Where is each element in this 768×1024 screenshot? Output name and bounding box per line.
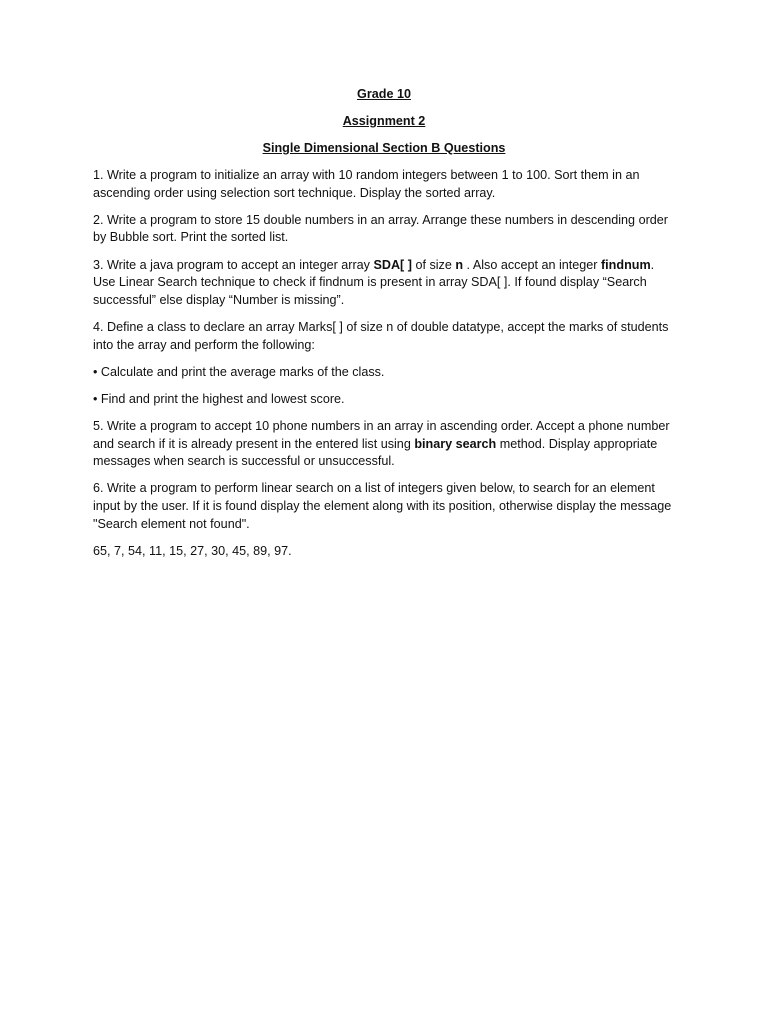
question-5-text: 5. Write a program to accept 10 phone numbers in an array in ascending order. Accept a phone number and search if it is already present in the entered list using [93,419,670,451]
question-5 [93,418,675,471]
question-3-text: . Also accept an integer [463,257,601,272]
question-4-bullet: • Calculate and print the average marks of the class. [93,364,385,379]
question-5-binary-search: binary search [414,436,497,451]
question-5-text: method. Display appropriate messages when search is successful or unsuccessful. [93,436,658,469]
grade-heading: Grade 10 [357,87,411,101]
question-4: 4. Define a class to declare an array Marks[ ] of size n of double datatype, accept the marks of students into the array and perform the following: [93,319,669,352]
assignment-heading: Assignment 2 [342,114,426,129]
question-1: 1. Write a program to initialize an array with 10 random integers between 1 to 100. Sort them in an ascending order using selection sort technique. Display the sorted array. [93,167,640,200]
document-content [93,86,675,570]
question-2: 2. Write a program to store 15 double numbers in an array. Arrange these numbers in descending order by Bubble sort. Print the sorted list. [93,212,668,245]
question-3-array-name: SDA[ ] [373,257,412,272]
question-3 [93,257,675,310]
question-6: 6. Write a program to perform linear search on a list of integers given below, to search for an element input by the user. If it is found display the element along with its position, otherwise display the message "Search element not found". [93,481,672,531]
question-3-size-name: n [455,257,464,272]
question-3-findnum: findnum [600,257,651,272]
question-3-text: . Use Linear Search technique to check if findnum is present in array SDA[ ]. If found display “Search successful” else display “Number is missing”. [93,257,655,307]
question-3-text: 3. Write a java program to accept an integer array [93,257,374,272]
question-3-text: of size [411,257,456,272]
integer-list: 65, 7, 54, 11, 15, 27, 30, 45, 89, 97. [93,543,292,558]
question-4-bullet: • Find and print the highest and lowest score. [93,391,345,406]
section-heading: Single Dimensional Section B Questions [262,140,506,155]
